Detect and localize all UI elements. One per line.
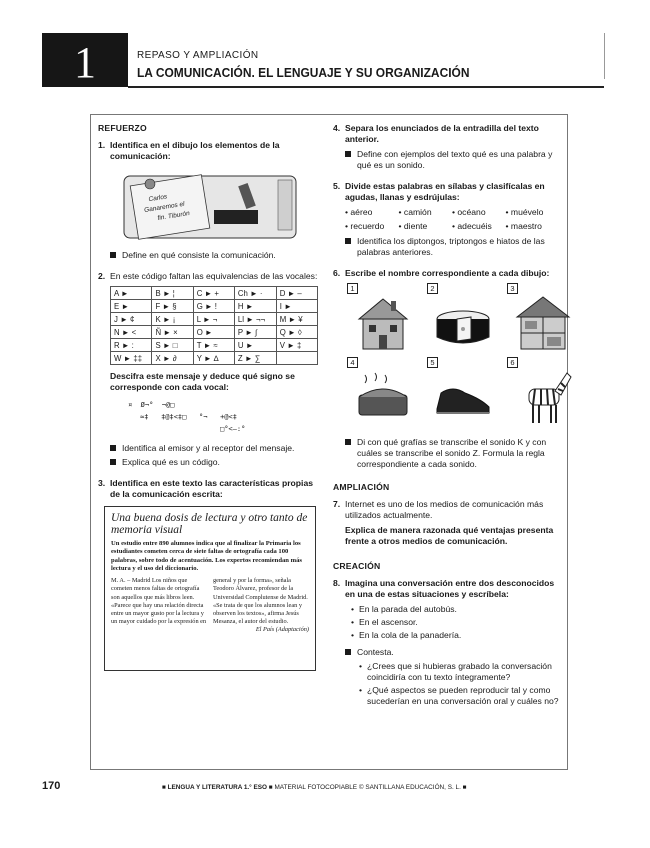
section-kicker: REPASO Y AMPLIACIÓN <box>137 50 259 61</box>
note-line-2: Ganaremos el <box>143 200 186 215</box>
followup-question-1: • ¿Crees que si hubieras grabado la conversación coincidiría con tu texto íntegramente? <box>359 661 552 682</box>
bullet-diptongos: Identifica los diptongos, triptongos e hiatos de las palabras anteriores. <box>345 236 559 258</box>
code-table: A ► B ► ¦ C ► + Ch ► · D ► – E ► F ► § G ► ! H ► I ► J ► ¢ K ► ¡ L ► ¬ Ll ► ¬¬ M ► ¥ N ► < Ñ ► × O ► P ► ∫ Q ► ◊ R ► : S ► □ T ► ≈ U ► V ► ‡ W ► ‡‡ X ► ∂ Y ► ∆ Z ► ∑ <box>110 286 318 365</box>
situation-1: • En la parada del autobús. <box>351 604 457 614</box>
drawing-grid <box>347 283 559 431</box>
question-1: 1. Identifica en el dibujo los elementos de la comunicación: <box>98 140 280 161</box>
section-ampliacion: AMPLIACIÓN <box>333 482 390 492</box>
bullet-palabra-sonido: Define con ejemplos del texto qué es una palabra y qué es un sonido. <box>345 149 559 171</box>
bullet-define-comunicacion: Define en qué consiste la comunicación. <box>110 250 320 261</box>
reading-lead: Un estudio entre 890 alumnos indica que al finalizar la Primaria los estudiantes cometen cerca de siete faltas de ortografía cada 100 palabras, sobre todo de acentuación. Los expertos recomiendan más lectura y el uso del diccionario. <box>111 540 302 572</box>
reading-excerpt <box>104 506 316 671</box>
question-8: 8. Imagina una conversación entre dos desconocidos en una de estas situaciones y escríbela: <box>333 578 555 599</box>
unit-number-box <box>42 33 128 87</box>
drawing-1: 1 <box>347 283 419 357</box>
pinboard-note-illustration <box>110 170 320 242</box>
question-7: 7. Internet es uno de los medios de comunicación más utilizados actualmente. <box>333 499 544 520</box>
bullet-emisor-receptor: Identifica al emisor y al receptor del mensaje. <box>110 443 320 454</box>
bullet-contesta: Contesta. <box>345 647 559 658</box>
word-list: • aéreo • camión • océano • muévelo • recuerdo • diente • adecuéis • maestro <box>345 207 559 232</box>
page-number: 170 <box>42 780 61 792</box>
reading-source: El País (Adaptación) <box>255 626 309 634</box>
internet-instruction: Explica de manera razonada qué ventajas presenta frente a otros medios de comunicación. <box>345 525 554 546</box>
bullet-grafias: Di con qué grafías se transcribe el sonido K y con cuáles se transcribe el sonido Z. Formula la regla correspondiente a cada sonido. <box>345 437 559 470</box>
situation-2: • En el ascensor. <box>351 617 418 627</box>
cutaway-house-icon <box>511 293 575 353</box>
drawing-2: 2 <box>427 283 499 357</box>
shoe-icon <box>431 367 495 427</box>
footer-credits: ■ LENGUA Y LITERATURA 1.° ESO ■ MATERIAL FOTOCOPIABLE © SANTILLANA EDUCACIÓN, S. L. ■ <box>162 784 467 791</box>
note-line-1: Carlos <box>148 193 168 204</box>
question-5: 5. Divide estas palabras en sílabas y clasifícalas en agudas, llanas y esdrújulas: <box>333 181 545 202</box>
bullet-codigo: Explica qué es un código. <box>110 457 320 468</box>
house-icon <box>351 293 415 353</box>
left-column <box>98 123 320 671</box>
header-rule <box>128 86 604 88</box>
question-4: 4. Separa los enunciados de la entradilla del texto anterior. <box>333 123 539 144</box>
reading-title: Una buena dosis de lectura y otro tanto de memoria visual <box>111 512 308 536</box>
zebra-icon <box>511 367 575 427</box>
chapter-title: LA COMUNICACIÓN. EL LENGUAJE Y SU ORGANIZACIÓN <box>137 65 470 80</box>
situation-3: • En la cola de la panadería. <box>351 630 462 640</box>
section-refuerzo: REFUERZO <box>98 123 147 133</box>
bread-icon <box>351 367 415 427</box>
drawing-5: 5 <box>427 357 499 431</box>
cipher-message: ¤ Ø¬° ¬@□ ≈‡ ‡@‡<‡□ °¬ +@<‡ □°<–:° <box>128 401 246 433</box>
drawing-6: 6 <box>507 357 579 431</box>
section-creacion: CREACIÓN <box>333 561 381 571</box>
question-6: 6. Escribe el nombre correspondiente a cada dibujo: <box>333 268 550 278</box>
unit-number: 1 <box>74 38 96 87</box>
question-3: 3. Identifica en este texto las características propias de la comunicación escrita: <box>98 478 313 499</box>
drawing-3: 3 <box>507 283 579 357</box>
edge-rule <box>604 33 605 79</box>
reading-column-1: M. A. – Madrid Los niños que cometen menos faltas de ortografía son aquellos que más libros leen. «Parece que hay una relación directa entre un mayor gusto por la lectura y un mayor cuidado por la expresión en <box>111 577 207 626</box>
cheese-icon <box>431 293 495 353</box>
note-line-3: fin. Tiburón <box>157 210 191 223</box>
question-2: 2. En este código faltan las equivalencias de las vocales: <box>98 271 318 281</box>
reading-column-2: general y por la forma», señala Teodoro Álvarez, profesor de la Universidad Complutense de Madrid. «Se trata de que los alumnos lean y observen los textos», afirma Jesús Mesanza, el autor del estudio. <box>213 577 308 626</box>
followup-question-2: • ¿Qué aspectos se pueden reproducir tal y como sucederían en una conversación oral y cuáles no? <box>359 685 559 706</box>
drawing-4: 4 <box>347 357 419 431</box>
decipher-instruction: Descifra este mensaje y deduce qué signo se corresponde con cada vocal: <box>110 371 295 392</box>
right-column <box>333 123 559 709</box>
